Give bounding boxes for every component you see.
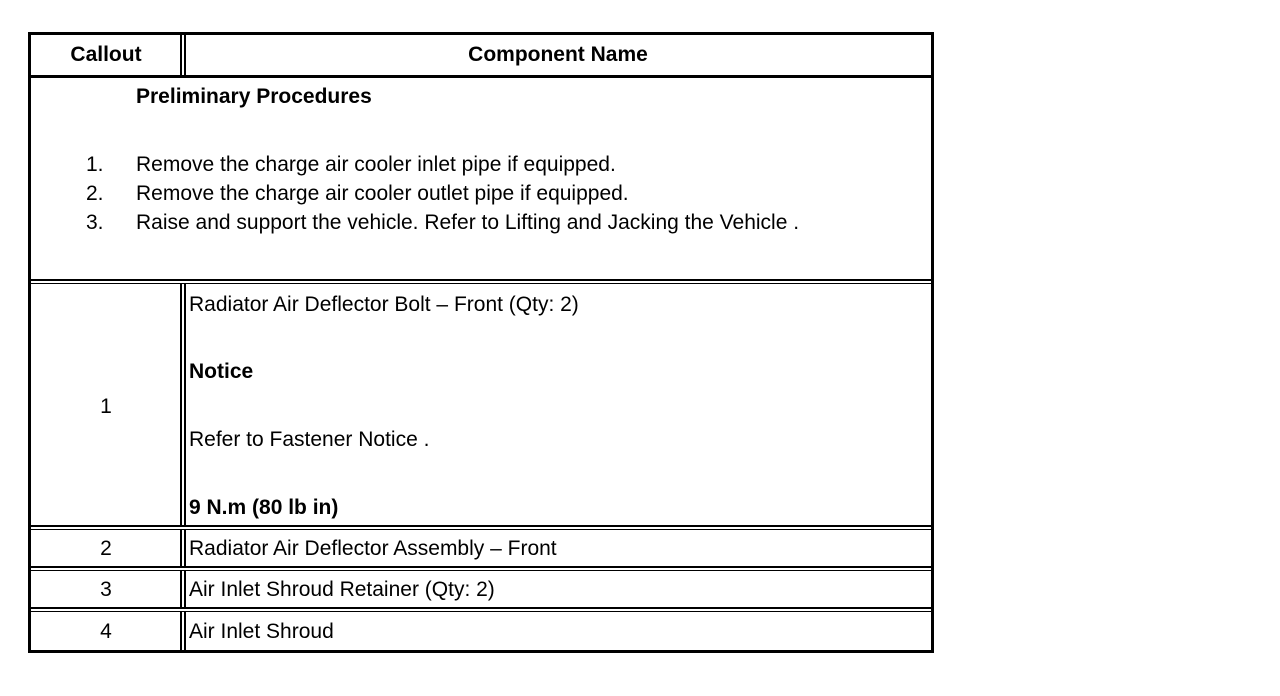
- step-number: 1.: [86, 153, 104, 176]
- preliminary-title: Preliminary Procedures: [136, 85, 372, 108]
- step-text: Raise and support the vehicle. Refer to Lifting and Jacking the Vehicle .: [136, 211, 800, 234]
- row-2-callout: 2: [100, 537, 112, 560]
- row-1-torque: 9 N.m (80 lb in): [189, 496, 339, 519]
- step-number: 3.: [86, 211, 104, 234]
- row-1-notice-label: Notice: [189, 360, 254, 383]
- row-2-name: Radiator Air Deflector Assembly – Front: [189, 537, 557, 560]
- row-3-name: Air Inlet Shroud Retainer (Qty: 2): [189, 578, 495, 601]
- column-divider: [180, 35, 186, 75]
- header-callout: Callout: [70, 43, 142, 66]
- step-text: Remove the charge air cooler inlet pipe if equipped.: [136, 153, 616, 176]
- component-table: [28, 32, 934, 653]
- row-4-name: Air Inlet Shroud: [189, 620, 334, 643]
- row-1-notice-text: Refer to Fastener Notice .: [189, 428, 430, 451]
- step-text: Remove the charge air cooler outlet pipe if equipped.: [136, 182, 629, 205]
- preliminary-divider: [31, 279, 931, 284]
- row-3-callout: 3: [100, 578, 112, 601]
- row-divider: [31, 566, 931, 571]
- row-divider: [31, 525, 931, 530]
- row-divider: [31, 607, 931, 612]
- step-number: 2.: [86, 182, 104, 205]
- row-4-callout: 4: [100, 620, 112, 643]
- row-1-name: Radiator Air Deflector Bolt – Front (Qty: 2): [189, 293, 579, 316]
- row-1-callout: 1: [100, 395, 112, 418]
- header-component-name: Component Name: [468, 43, 648, 66]
- header-divider: [31, 75, 931, 78]
